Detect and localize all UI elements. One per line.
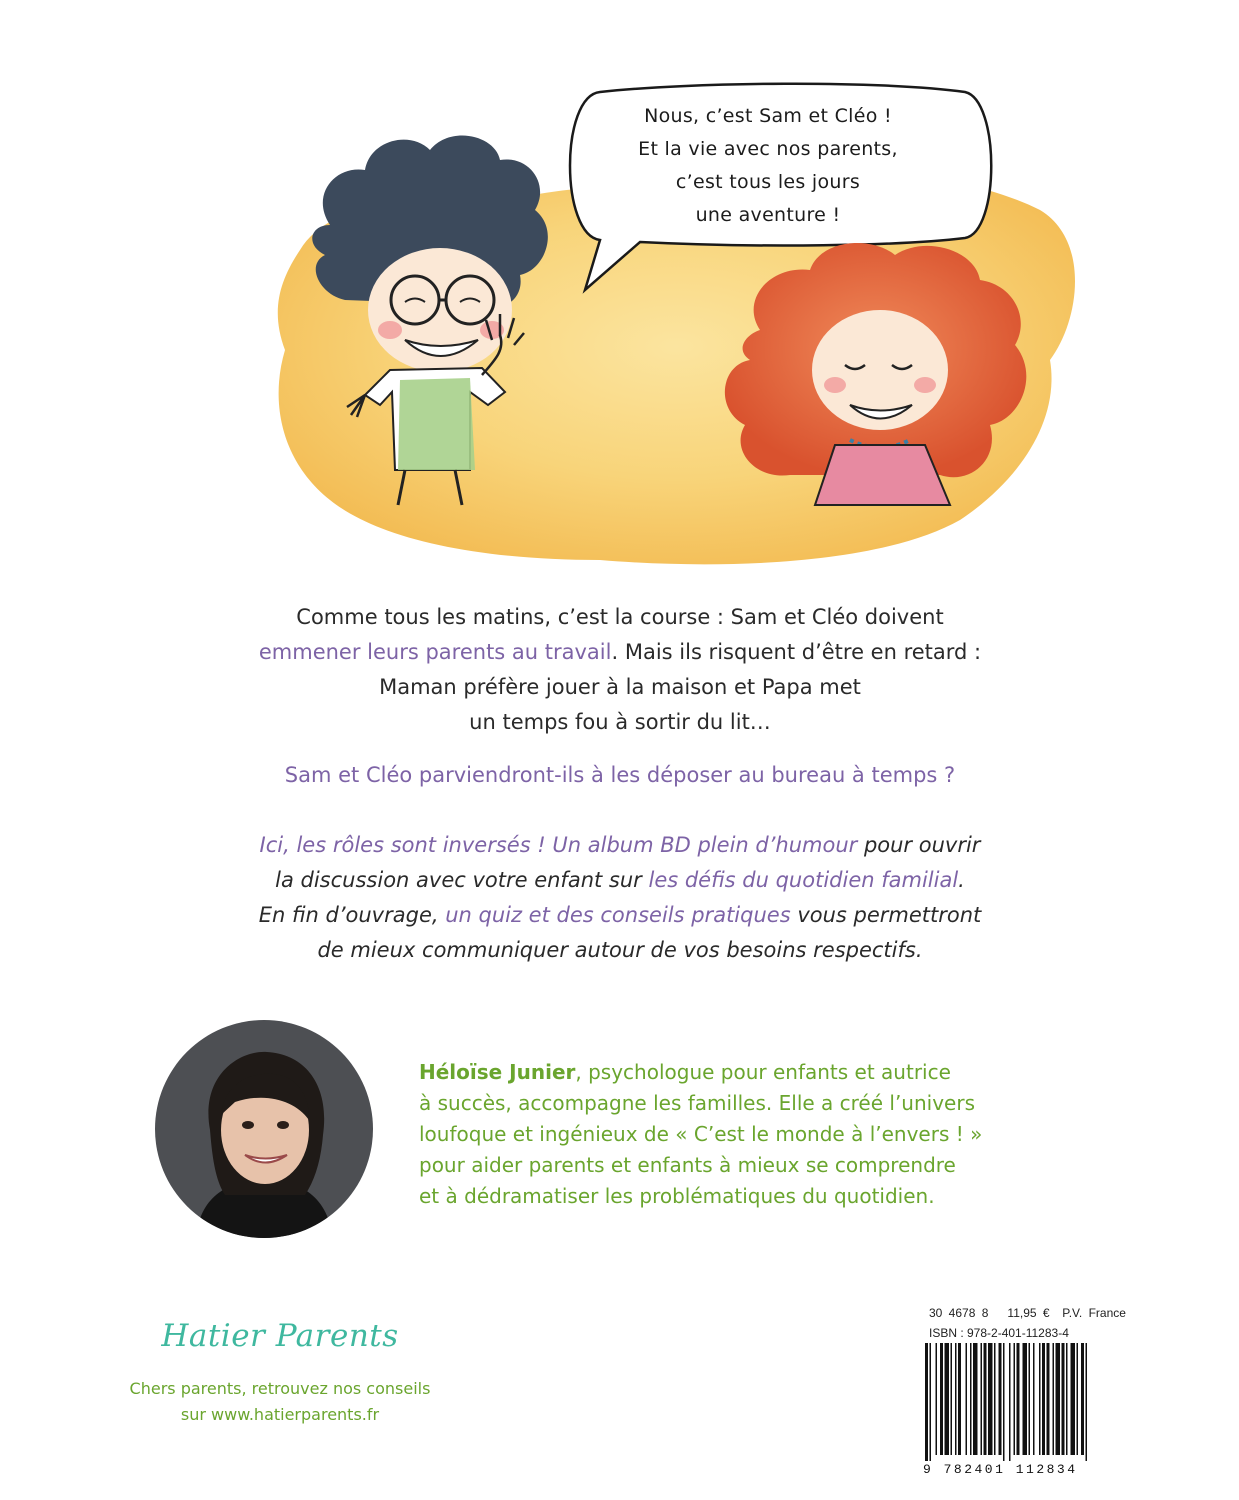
- barcode-bar: [936, 1343, 938, 1455]
- barcode-bar: [1053, 1343, 1055, 1455]
- publisher-logo: Hatier Parents: [161, 1318, 399, 1354]
- speech-line: Nous, c’est Sam et Cléo !: [644, 105, 892, 127]
- price-line: [929, 1306, 1126, 1320]
- pitch-text: vous permettront: [790, 903, 982, 927]
- barcode-bar: [955, 1343, 957, 1455]
- pitch-line: de mieux communiquer autour de vos besoins respectifs.: [317, 938, 923, 962]
- barcode-bar: [958, 1343, 961, 1455]
- barcode-bar: [925, 1343, 928, 1461]
- barcode-bar: [1042, 1343, 1045, 1455]
- summary-line: Comme tous les matins, c’est la course : Sam et Cléo doivent: [296, 605, 944, 629]
- barcode-bar: [1086, 1343, 1088, 1461]
- barcode-bar: [994, 1343, 996, 1455]
- barcode-bar: [1056, 1343, 1061, 1455]
- barcode-bar: [981, 1343, 983, 1455]
- barcode-bar: [1039, 1343, 1041, 1455]
- bio-line: loufoque et ingénieux de « C’est le monde à l’envers ! »: [419, 1122, 983, 1146]
- barcode-bar: [966, 1343, 968, 1455]
- product-code: 30 4678 8: [929, 1306, 989, 1320]
- publisher-tagline: [90, 1376, 470, 1428]
- summary-line: Maman préfère jouer à la maison et Papa met: [379, 675, 861, 699]
- price: 11,95 €: [1007, 1306, 1050, 1320]
- barcode-bar: [1047, 1343, 1050, 1455]
- author-bio: [419, 1057, 1099, 1212]
- speech-line: c’est tous les jours: [675, 171, 861, 193]
- barcode-bar: [1023, 1343, 1028, 1455]
- pitch-text: la discussion avec votre enfant sur: [275, 868, 649, 892]
- barcode-bar: [930, 1343, 932, 1461]
- barcode-bar: [988, 1343, 993, 1455]
- barcode-bar: [940, 1343, 943, 1455]
- barcode-bar: [1033, 1343, 1035, 1455]
- tagline-line: Chers parents, retrouvez nos conseils: [129, 1379, 431, 1398]
- book-pitch: [120, 828, 1120, 968]
- pitch-line: [120, 863, 1120, 898]
- barcode-bar: [1081, 1343, 1084, 1455]
- isbn: ISBN : 978-2-401-11283-4: [929, 1326, 1069, 1340]
- pitch-line: [120, 828, 1120, 863]
- pitch-text: pour ouvrir: [857, 833, 981, 857]
- barcode-bar: [1077, 1343, 1079, 1455]
- cover-illustration: [0, 0, 1239, 580]
- pitch-text: En fin d’ouvrage,: [258, 903, 446, 927]
- barcode-bar: [970, 1343, 972, 1455]
- author-portrait: [155, 1020, 373, 1238]
- pitch-text: .: [958, 868, 965, 892]
- character-cleo: [725, 243, 1026, 505]
- bio-line: et à dédramatiser les problématiques du quotidien.: [419, 1184, 935, 1208]
- barcode-bar: [1009, 1343, 1011, 1461]
- barcode-bar: [973, 1343, 978, 1455]
- bio-line: pour aider parents et enfants à mieux se comprendre: [419, 1153, 956, 1177]
- barcode-bar: [1066, 1343, 1068, 1455]
- barcode-bar: [1071, 1343, 1076, 1455]
- pitch-line: [120, 898, 1120, 933]
- author-name: Héloïse Junier: [419, 1060, 576, 1084]
- pitch-highlight: Ici, les rôles sont inversés ! Un album BD plein d’humour: [259, 833, 858, 857]
- barcode-bar: [1003, 1343, 1005, 1461]
- speech-line: Et la vie avec nos parents,: [638, 138, 898, 160]
- barcode-image: [919, 1343, 1159, 1463]
- barcode-bar: [999, 1343, 1002, 1455]
- bio-text: , psychologue pour enfants et autrice: [575, 1060, 951, 1084]
- market: P.V. France: [1062, 1306, 1126, 1320]
- speech-bubble-text: [578, 100, 958, 232]
- barcode-bar: [951, 1343, 953, 1455]
- summary-text: . Mais ils risquent d’être en retard :: [611, 640, 982, 664]
- summary-highlight: emmener leurs parents au travail: [258, 640, 612, 664]
- barcode-digits: 9 782401 112834: [923, 1462, 1078, 1477]
- story-summary: [180, 600, 1060, 740]
- speech-line: une aventure !: [695, 204, 841, 226]
- story-question: Sam et Cléo parviendront-ils à les déposer au bureau à temps ?: [284, 763, 956, 787]
- pitch-highlight: les défis du quotidien familial: [648, 868, 959, 892]
- bio-line: [419, 1057, 1099, 1088]
- pitch-highlight: un quiz et des conseils pratiques: [445, 903, 791, 927]
- bio-line: à succès, accompagne les familles. Elle a créé l’univers: [419, 1091, 975, 1115]
- barcode-bar: [984, 1343, 987, 1455]
- barcode-bar: [1062, 1343, 1065, 1455]
- summary-line: un temps fou à sortir du lit…: [469, 710, 771, 734]
- barcode-bar: [1029, 1343, 1031, 1455]
- barcode-bar: [1014, 1343, 1016, 1455]
- summary-line: [180, 635, 1060, 670]
- tagline-line: sur www.hatierparents.fr: [180, 1405, 380, 1424]
- barcode-bar: [1017, 1343, 1020, 1455]
- barcode-bar: [945, 1343, 950, 1455]
